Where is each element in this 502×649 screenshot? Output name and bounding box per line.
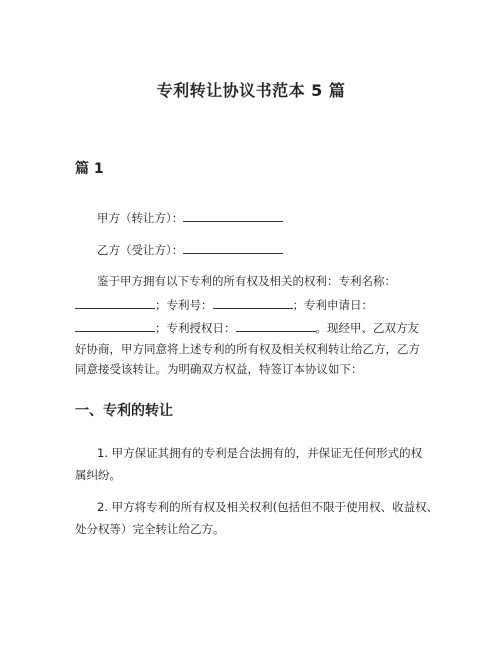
- paragraph-1-line-1: 鉴于甲方拥有以下专利的所有权及相关的权利：专利名称：: [97, 274, 396, 288]
- grant-date-label: ；专利授权日：: [155, 321, 236, 335]
- party-a-blank: [183, 209, 283, 222]
- item-1-line-1: 1. 甲方保证其拥有的专利是合法拥有的，并保证无任何形式的权: [97, 446, 423, 460]
- paragraph-1-line-3: [75, 319, 419, 336]
- item-2-line-1: 2. 甲方将专利的所有权及相关权利(包括但不限于使用权、收益权、: [97, 500, 439, 514]
- section-heading-2: 一、专利的转让: [75, 403, 173, 419]
- party-b-label: 乙方（受让方）：: [97, 243, 184, 257]
- item-2-line-2: 处分权等）完全转让给乙方。: [75, 522, 225, 536]
- paragraph-1-line-3-tail: 。现经甲、乙双方友: [315, 321, 419, 335]
- patent-number-blank: [213, 296, 293, 309]
- party-b-blank: [183, 241, 283, 254]
- grant-date-blank: [236, 319, 316, 332]
- party-b-line: [97, 241, 283, 258]
- section-heading-1: 篇 1: [75, 161, 104, 177]
- paragraph-1-line-4: 好协商，甲方同意将上述专利的所有权及相关权利转让给乙方，乙方: [75, 342, 420, 356]
- party-a-label: 甲方（转让方）：: [97, 211, 184, 225]
- item-1-line-2: 属纠纷。: [75, 468, 121, 482]
- party-a-line: [97, 209, 283, 226]
- application-date-label: ；专利申请日：: [292, 298, 373, 312]
- document-title: 专利转让协议书范本 5 篇: [156, 81, 346, 100]
- patent-number-label: ；专利号：: [155, 298, 213, 312]
- paragraph-1-line-2: [75, 296, 373, 313]
- patent-name-blank: [75, 296, 155, 309]
- application-date-blank: [75, 319, 155, 332]
- paragraph-1-line-5: 同意接受该转让。为明确双方权益，特签订本协议如下：: [75, 362, 363, 376]
